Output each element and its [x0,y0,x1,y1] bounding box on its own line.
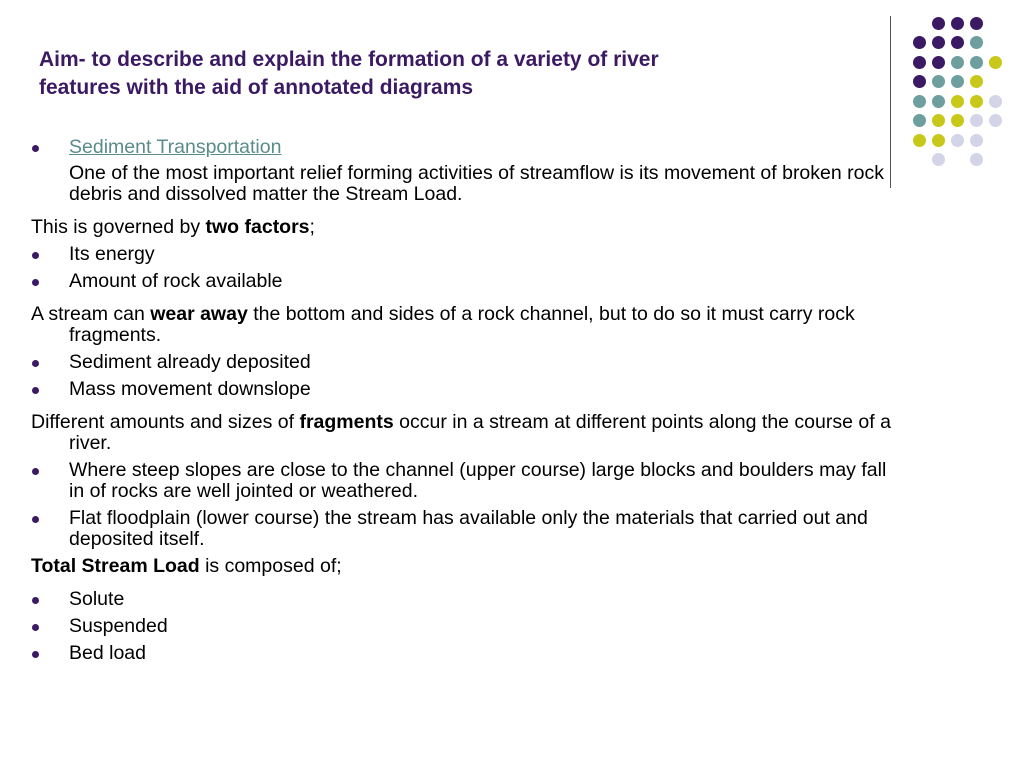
decorative-dot [970,36,983,49]
list-item-solute: Solute [31,589,901,610]
wear-bold: wear away [150,303,248,325]
fragments-text: Different amounts and sizes of [31,411,300,433]
fragments-end: occur in a stream at different points along the course of a river. [69,411,891,454]
list-item-sediment-transportation [31,137,901,158]
decorative-dot [970,56,983,69]
decorative-dot [970,95,983,108]
decorative-dot [932,95,945,108]
title-line-2: features with the aid of annotated diagrams [39,76,474,99]
list-item-energy: Its energy [31,244,901,265]
decorative-dot [970,153,983,166]
decorative-dot [913,95,926,108]
total-load-paragraph [31,556,901,577]
decorative-dot [932,75,945,88]
decorative-dot [951,56,964,69]
slide-body [31,137,901,664]
decorative-dot [970,114,983,127]
decorative-dot [913,36,926,49]
decorative-dot [932,153,945,166]
sediment-transportation-link[interactable]: Sediment Transportation [69,136,282,158]
decorative-dot [913,134,926,147]
decorative-dot [932,36,945,49]
decorative-dot [951,134,964,147]
decorative-dot [951,17,964,30]
decorative-dot [951,75,964,88]
wear-away-paragraph [31,304,901,346]
decorative-dot [989,95,1002,108]
total-load-text: is composed of; [199,555,342,577]
list-item-rock-available: Amount of rock available [31,271,901,292]
governed-end: ; [309,216,315,238]
title-line-1: Aim- to describe and explain the formation of a variety of river [39,48,659,71]
governed-paragraph [31,217,901,238]
decorative-dot [951,95,964,108]
governed-text: This is governed by [31,216,206,238]
decorative-dot [970,17,983,30]
wear-text: A stream can [31,303,151,325]
decorative-dot [932,17,945,30]
list-item-bed-load: Bed load [31,643,901,664]
intro-paragraph: One of the most important relief forming activities of streamflow is its movement of broken rock debris and dissolved matter the Stream Load. [69,162,884,205]
decorative-dot [913,56,926,69]
list-item-suspended: Suspended [31,616,901,637]
wear-end: the bottom and sides of a rock channel, but to do so it must carry rock fragments. [69,303,855,346]
decorative-dot [913,114,926,127]
fragments-bold: fragments [299,411,394,433]
list-item-steep-slopes: Where steep slopes are close to the channel (upper course) large blocks and boulders may fall in of rocks are well jointed or weathered. [31,460,901,502]
total-load-bold: Total Stream Load [31,555,200,577]
decorative-dot [970,134,983,147]
decorative-dot [932,56,945,69]
decorative-dot [932,114,945,127]
list-item-flat-floodplain: Flat floodplain (lower course) the stream has available only the materials that carried out and deposited itself. [31,508,901,550]
decorative-dot [989,114,1002,127]
decorative-dot [989,56,1002,69]
slide-title [39,46,839,102]
decorative-dot [951,114,964,127]
list-item-sediment-deposited: Sediment already deposited [31,352,901,373]
list-item-mass-movement: Mass movement downslope [31,379,901,400]
decorative-dot [932,134,945,147]
decorative-dot [970,75,983,88]
fragments-paragraph [31,412,901,454]
decorative-dot [951,36,964,49]
decorative-dot [913,75,926,88]
governed-bold: two factors [205,216,310,238]
